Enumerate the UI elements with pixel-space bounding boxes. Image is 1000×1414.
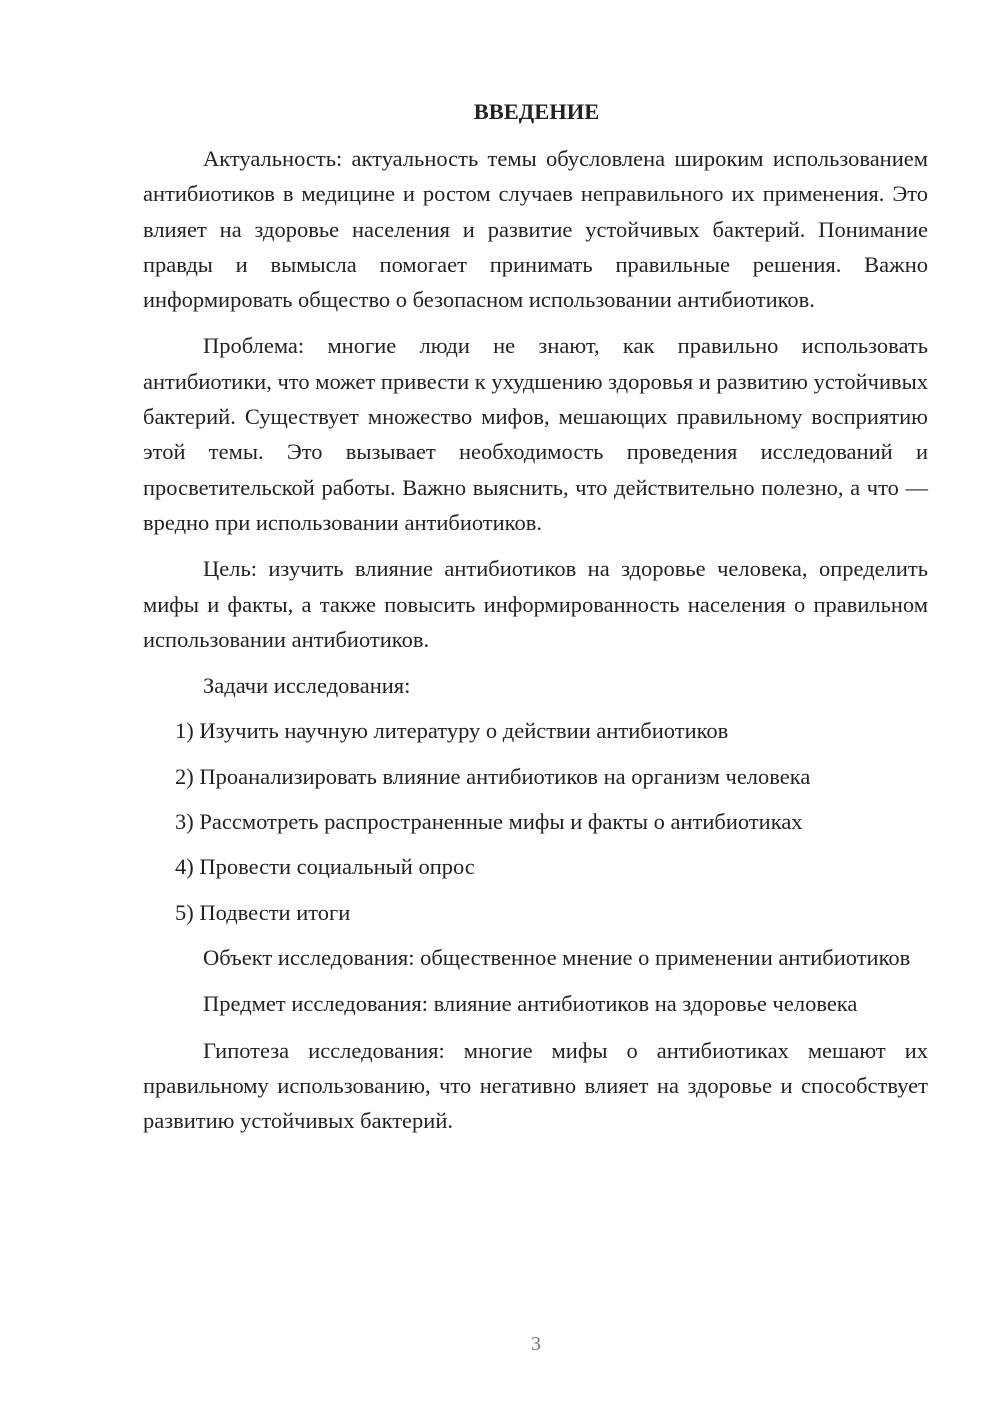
task-item: 3) Рассмотреть распространенные мифы и факты о антибиотиках [175, 808, 803, 834]
task-item: 1) Изучить научную литературу о действии антибиотиков [175, 718, 729, 744]
problem-paragraph: Проблема: многие люди не знают, как правильно использовать антибиотики, что может привести к ухудшению здоровья и развитию устойчивых бактерий. Существует множество мифов, мешающих правильному восприятию этой темы. Это вызывает необходимость проведения исследований и просветительской работы. Важно выяснить, что действительно полезно, а что — вредно при использовании антибиотиков. [143, 333, 928, 535]
task-item: 5) Подвести итоги [175, 899, 351, 925]
object-paragraph: Объект исследования: общественное мнение о применении антибиотиков [203, 945, 911, 971]
page-number: 3 [531, 1333, 541, 1355]
relevance-paragraph: Актуальность: актуальность темы обусловлена широким использованием антибиотиков в медицине и ростом случаев неправильного их применения. Это влияет на здоровье населения и развитие устойчивых бактерий. Понимание правды и вымысла помогает принимать правильные решения. Важно информировать общество о безопасном использовании антибиотиков. [143, 146, 928, 313]
tasks-list [143, 713, 928, 930]
subject-paragraph: Предмет исследования: влияние антибиотиков на здоровье человека [203, 991, 858, 1017]
page-content [143, 94, 928, 1150]
task-item: 4) Провести социальный опрос [175, 854, 475, 880]
goal-paragraph: Цель: изучить влияние антибиотиков на здоровье человека, определить мифы и факты, а также повысить информированность населения о правильном использовании антибиотиков. [143, 556, 928, 652]
tasks-heading: Задачи исследования: [203, 673, 411, 699]
section-title: ВВЕДЕНИЕ [473, 99, 600, 124]
task-item: 2) Проанализировать влияние антибиотиков на организм человека [175, 763, 811, 789]
hypothesis-paragraph: Гипотеза исследования: многие мифы о антибиотиках мешают их правильному использованию, что негативно влияет на здоровье и способствует развитию устойчивых бактерий. [143, 1037, 928, 1134]
